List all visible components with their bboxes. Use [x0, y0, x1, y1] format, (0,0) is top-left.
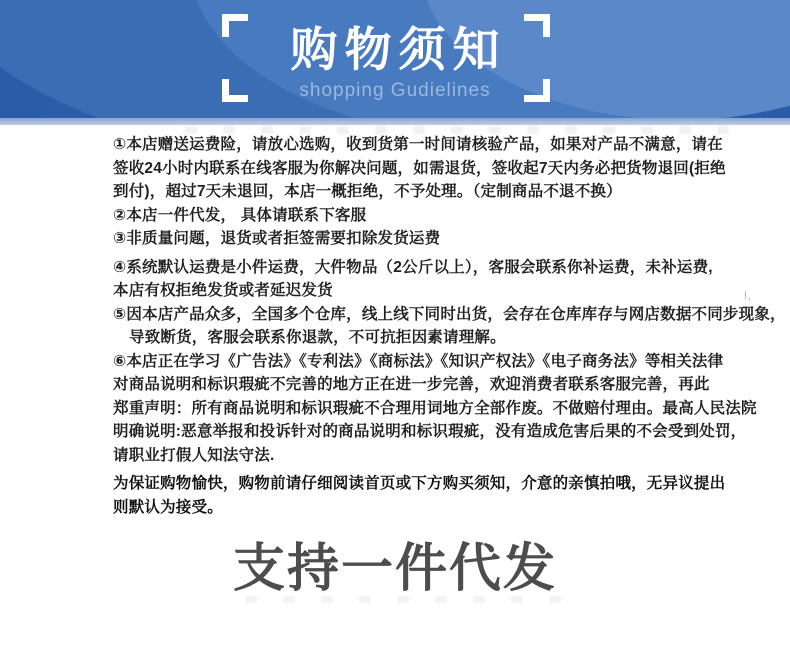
- notice-line: 明确说明:恶意举报和投诉针对的商品说明和标识瑕疵，没有造成危害后果的不会受到处罚，: [113, 423, 747, 440]
- notice-paragraph-warning: [113, 472, 753, 519]
- header-banner: [0, 0, 790, 118]
- notice-line: 郑重声明：所有商品说明和标识瑕疵不合理用词地方全部作废。不做赔付理由。最高人民法院: [113, 399, 757, 417]
- notice-paragraph-4: [113, 256, 753, 303]
- dropship-slogan: 支持一件代发: [232, 540, 557, 598]
- banner-bottom-strip: [0, 118, 790, 125]
- notice-line: ①本店赠送运费险，请放心选购，收到货第一时间请核验产品，如果对产品不满意，请在: [113, 136, 723, 153]
- notice-line: 对商品说明和标识瑕疵不完善的地方正在进一步完善，欢迎消费者联系客服完善，再此: [113, 376, 710, 393]
- notice-line: 请职业打假人知法守法.: [113, 446, 275, 464]
- notice-line: ②本店一件代发， 具体请联系下客服: [113, 206, 367, 224]
- page-title: 购物须知: [290, 23, 507, 76]
- notice-paragraph-5: [113, 303, 786, 350]
- notice-paragraph-3: [113, 227, 753, 251]
- jpeg-ghost-row-bottom: [245, 596, 565, 603]
- notice-line: 则默认为接受。: [113, 498, 223, 516]
- notice-line: 导致断货，客服会联系你退款，不可抗拒因素请理解。: [129, 329, 506, 346]
- notice-line: 签收24小时内联系在线客服为你解决问题，如需退货，签收起7天内务必把货物退回(拒绝: [113, 159, 726, 177]
- notice-line: 本店有权拒绝发货或者延迟发货: [113, 282, 333, 299]
- corner-bracket-top-right-icon: [524, 14, 550, 37]
- page-subtitle: shopping Gudielines: [299, 80, 491, 101]
- notice-line: ③非质量问题，退货或者拒签需要扣除发货运费: [113, 230, 441, 247]
- notice-line: ⑥本店正在学习《广告法》《专利法》《商标法》《知识产权法》《电子商务法》等相关法律: [113, 352, 724, 370]
- corner-bracket-top-left-icon: [222, 14, 248, 37]
- notice-line: ④系统默认运费是小件运费，大件物品（2公斤以上），客服会联系你补运费，未补运费,: [113, 258, 713, 276]
- notice-paragraph-6: [113, 350, 757, 468]
- viewfinder-frame: [222, 14, 550, 102]
- notice-paragraph-1: [113, 133, 753, 204]
- corner-bracket-bottom-left-icon: [222, 79, 248, 102]
- right-edge-artifact-mark: !,: [744, 290, 753, 302]
- corner-bracket-bottom-right-icon: [524, 79, 550, 102]
- notice-line: 为保证购物愉快，购物前请仔细阅读首页或下方购买须知，介意的亲慎拍哦，无异议提出: [113, 475, 726, 492]
- notice-text-block: [113, 133, 786, 519]
- notice-paragraph-2: [113, 204, 753, 228]
- notice-line: ⑤因本店产品众多，全国多个仓库，线上线下同时出货，会存在仓库库存与网店数据不同步现象，: [113, 305, 786, 323]
- notice-line: 到付)，超过7天未退回，本店一概拒绝，不予处理。（定制商品不退不换）: [113, 183, 622, 200]
